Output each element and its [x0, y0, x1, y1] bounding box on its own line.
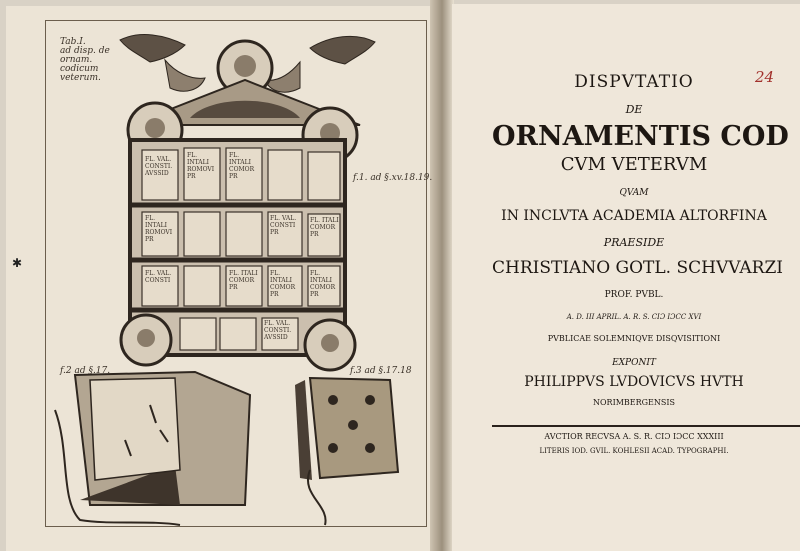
plate-caption: Tab.I. ad disp. de ornam. codicum veterum.	[60, 37, 110, 83]
title-norimbergensis: NORIMBERGENSIS	[592, 398, 676, 407]
title-prof-publ: PROF. PVBL.	[604, 290, 664, 300]
title-exponit: EXPONIT	[612, 358, 656, 368]
book-label: FL. VAL. CONSTI PR	[270, 215, 297, 236]
open-book-figure	[55, 372, 250, 525]
title-disputatio: DISPVTATIO	[574, 72, 694, 92]
title-printer: LITERIS IOD. GVIL. KOHLESII ACAD. TYPOGRAPHI.	[539, 447, 729, 455]
title-quam: QVAM	[619, 188, 649, 198]
plate-reference-upper: f.1. ad §.xv.18.19.	[353, 173, 433, 183]
title-praeses-name: CHRISTIANO GOTL. SCHVVARZI	[492, 258, 783, 278]
book-label: FL. INTALI COMOR PR	[310, 270, 336, 298]
plate-reference-lower-right: f.3 ad §.17.18	[350, 366, 412, 376]
asterisk-mark: ✱	[12, 256, 23, 270]
title-de: DE	[625, 103, 643, 116]
title-imprint-year: AVCTIOR RECVSA A. S. R. CIƆ IƆCC XXXIII	[544, 432, 724, 441]
book-label: FL. ITALI COMOR PR	[310, 217, 339, 238]
book-label: FL. INTALI ROMOVI PR	[187, 152, 215, 180]
clasped-book-figure	[295, 378, 398, 525]
book-label: FL. INTALI ROMOVI PR	[145, 215, 173, 243]
title-date: A. D. III APRIL. A. R. S. CIƆ IƆCC XVI	[566, 313, 702, 321]
title-rule	[492, 425, 800, 427]
title-cum-veterum: CVM VETERVM	[560, 154, 708, 175]
left-angel	[120, 35, 205, 92]
title-praeside: PRAESIDE	[603, 236, 665, 249]
right-angel	[265, 36, 375, 92]
book-label: FL. INTALI COMOR PR	[229, 152, 255, 180]
book-label: FL. VAL. CONSTI. AVSSID	[145, 156, 173, 177]
book-label: FL. VAL. CONSTI. AVSSID	[264, 320, 292, 341]
title-respondent-name: PHILIPPVS LVDOVICVS HVTH	[524, 374, 744, 390]
page-number: 24	[755, 68, 775, 86]
plate-reference-lower-left: f.2 ad §.17.	[60, 366, 111, 376]
title-academia: IN INCLVTA ACADEMIA ALTORFINA	[501, 208, 767, 224]
book-label: FL. VAL. CONSTI	[145, 270, 172, 284]
title-disquisitioni: PVBLICAE SOLEMNIQVE DISQVISITIONI	[547, 334, 721, 343]
book-label: FL. ITALI COMOR PR	[229, 270, 258, 291]
title-ornamentis: ORNAMENTIS COD	[492, 121, 789, 152]
book-label: FL. INTALI COMOR PR	[270, 270, 296, 298]
